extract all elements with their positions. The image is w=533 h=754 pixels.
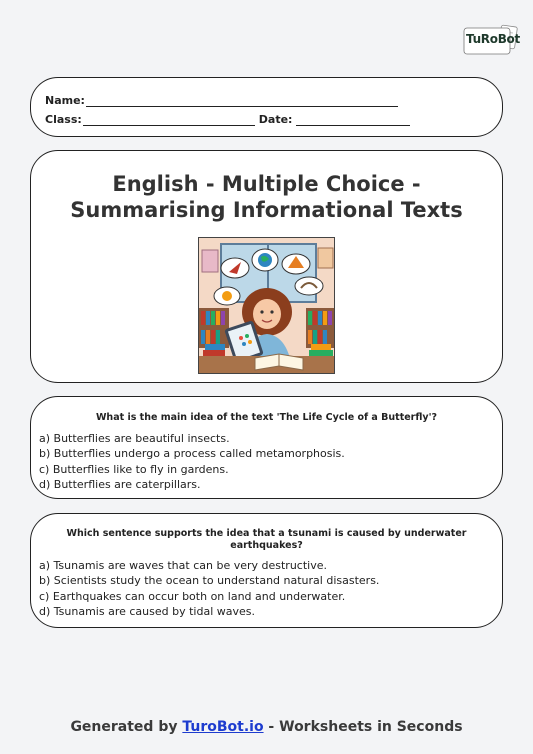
date-label: Date: bbox=[258, 113, 293, 126]
footer-suffix: - Worksheets in Seconds bbox=[263, 719, 463, 735]
girl-reading-tablet-illustration bbox=[198, 237, 335, 374]
worksheet-title bbox=[31, 171, 502, 223]
option-a[interactable]: a) Tsunamis are waves that can be very destructive. bbox=[39, 559, 327, 572]
question-card-1 bbox=[30, 396, 503, 499]
question-prompt: Which sentence supports the idea that a tsunami is caused by underwater earthquakes? bbox=[66, 528, 467, 551]
title-card bbox=[30, 150, 503, 383]
class-field[interactable] bbox=[83, 115, 255, 126]
option-b[interactable]: b) Scientists study the ocean to understand natural disasters. bbox=[39, 574, 380, 588]
class-label: Class: bbox=[45, 113, 82, 126]
question-prompt: What is the main idea of the text 'The Life Cycle of a Butterfly'? bbox=[95, 412, 438, 423]
footer-prefix: Generated by bbox=[70, 719, 183, 735]
title-line-1: English - Multiple Choice - bbox=[112, 172, 421, 196]
title-line-2: Summarising Informational Texts bbox=[70, 198, 463, 222]
option-d[interactable]: d) Butterflies are caterpillars. bbox=[39, 477, 201, 491]
turobot-link[interactable]: TuroBot.io bbox=[182, 719, 264, 735]
name-row bbox=[45, 94, 398, 107]
illustration-svg bbox=[199, 238, 335, 374]
option-c[interactable]: c) Butterflies like to fly in gardens. bbox=[39, 462, 229, 476]
name-field[interactable] bbox=[86, 96, 398, 107]
option-c[interactable]: c) Earthquakes can occur both on land and underwater. bbox=[39, 589, 346, 603]
date-field[interactable] bbox=[296, 115, 410, 126]
option-b[interactable]: b) Butterflies undergo a process called metamorphosis. bbox=[39, 447, 345, 461]
turobot-logo bbox=[462, 24, 518, 60]
footer bbox=[0, 719, 533, 735]
options-list bbox=[39, 431, 345, 492]
student-info-card bbox=[30, 77, 503, 137]
logo-text: TuRoBot bbox=[466, 32, 520, 46]
question-card-2 bbox=[30, 513, 503, 628]
options-list bbox=[39, 558, 379, 619]
option-d[interactable]: d) Tsunamis are caused by tidal waves. bbox=[39, 604, 255, 618]
class-date-row bbox=[45, 113, 410, 126]
name-label: Name: bbox=[45, 94, 85, 107]
option-a[interactable]: a) Butterflies are beautiful insects. bbox=[39, 432, 230, 445]
